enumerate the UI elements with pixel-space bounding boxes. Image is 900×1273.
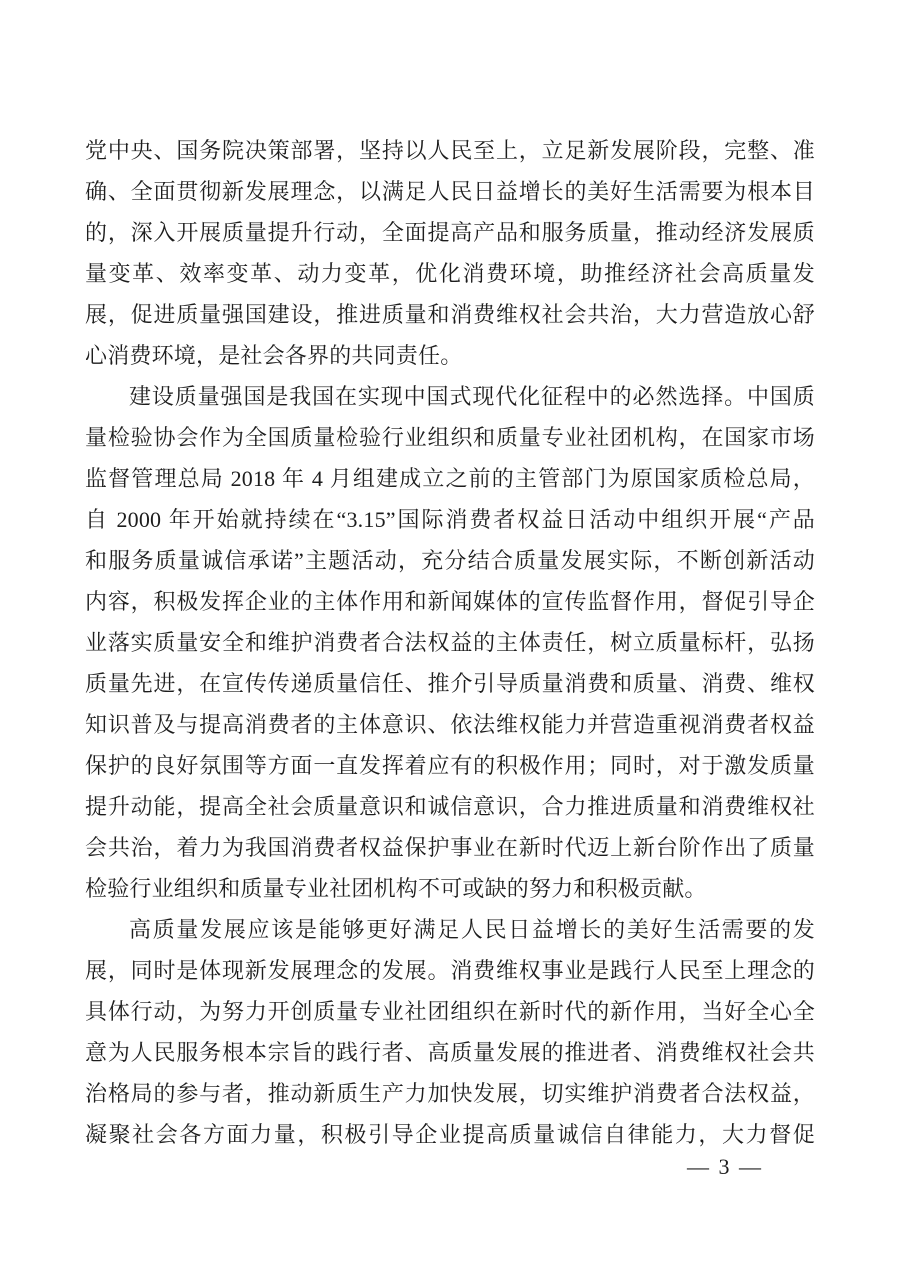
text-line: 监督管理总局 2018 年 4 月组建成立之前的主管部门为原国家质检总局， bbox=[85, 466, 815, 491]
text-line: 确、全面贯彻新发展理念，以满足人民日益增长的美好生活需要为根本目 bbox=[85, 179, 815, 204]
text-line: 凝聚社会各方面力量，积极引导企业提高质量诚信自律能力，大力督促 bbox=[85, 1122, 815, 1147]
text-line: 会共治，着力为我国消费者权益保护事业在新时代迈上新台阶作出了质量 bbox=[85, 835, 815, 860]
text-line: 检验行业组织和质量专业社团机构不可或缺的努力和积极贡献。 bbox=[85, 876, 707, 901]
text-line: 展，促进质量强国建设，推进质量和消费维权社会共治，大力营造放心舒 bbox=[85, 302, 815, 327]
text-line: 提升动能，提高全社会质量意识和诚信意识，合力推进质量和消费维权社 bbox=[85, 794, 815, 819]
document-body bbox=[85, 130, 815, 1155]
text-line: 内容，积极发挥企业的主体作用和新闻媒体的宣传监督作用，督促引导企 bbox=[85, 589, 815, 614]
text-line: 具体行动，为努力开创质量专业社团组织在新时代的新作用，当好全心全 bbox=[85, 999, 815, 1024]
text-line: 心消费环境，是社会各界的共同责任。 bbox=[85, 343, 463, 368]
text-line: 意为人民服务根本宗旨的践行者、高质量发展的推进者、消费维权社会共 bbox=[85, 1040, 815, 1065]
text-line: 知识普及与提高消费者的主体意识、依法维权能力并营造重视消费者权益 bbox=[85, 712, 815, 737]
text-line: 量变革、效率变革、动力变革，优化消费环境，助推经济社会高质量发 bbox=[85, 261, 815, 286]
text-line: 业落实质量安全和维护消费者合法权益的主体责任，树立质量标杆，弘扬 bbox=[85, 630, 815, 655]
paragraph bbox=[85, 376, 815, 909]
text-line: 的，深入开展质量提升行动，全面提高产品和服务质量，推动经济发展质 bbox=[85, 220, 815, 245]
text-line: 质量先进，在宣传传递质量信任、推介引导质量消费和质量、消费、维权 bbox=[85, 671, 815, 696]
text-line: 建设质量强国是我国在实现中国式现代化征程中的必然选择。中国质 bbox=[129, 384, 815, 409]
text-line: 高质量发展应该是能够更好满足人民日益增长的美好生活需要的发 bbox=[129, 917, 815, 942]
text-line: 量检验协会作为全国质量检验行业组织和质量专业社团机构，在国家市场 bbox=[85, 425, 815, 450]
text-line: 展，同时是体现新发展理念的发展。消费维权事业是践行人民至上理念的 bbox=[85, 958, 815, 983]
page-number: — 3 — bbox=[687, 1154, 763, 1179]
paragraph bbox=[85, 909, 815, 1155]
text-line: 自 2000 年开始就持续在“3.15”国际消费者权益日活动中组织开展“产品 bbox=[85, 507, 815, 532]
text-line: 治格局的参与者，推动新质生产力加快发展，切实维护消费者合法权益， bbox=[85, 1081, 815, 1106]
text-line: 和服务质量诚信承诺”主题活动，充分结合质量发展实际，不断创新活动 bbox=[85, 548, 815, 573]
text-line: 党中央、国务院决策部署，坚持以人民至上，立足新发展阶段，完整、准 bbox=[85, 138, 815, 163]
text-line: 保护的良好氛围等方面一直发挥着应有的积极作用；同时，对于激发质量 bbox=[85, 753, 815, 778]
paragraph bbox=[85, 130, 815, 376]
